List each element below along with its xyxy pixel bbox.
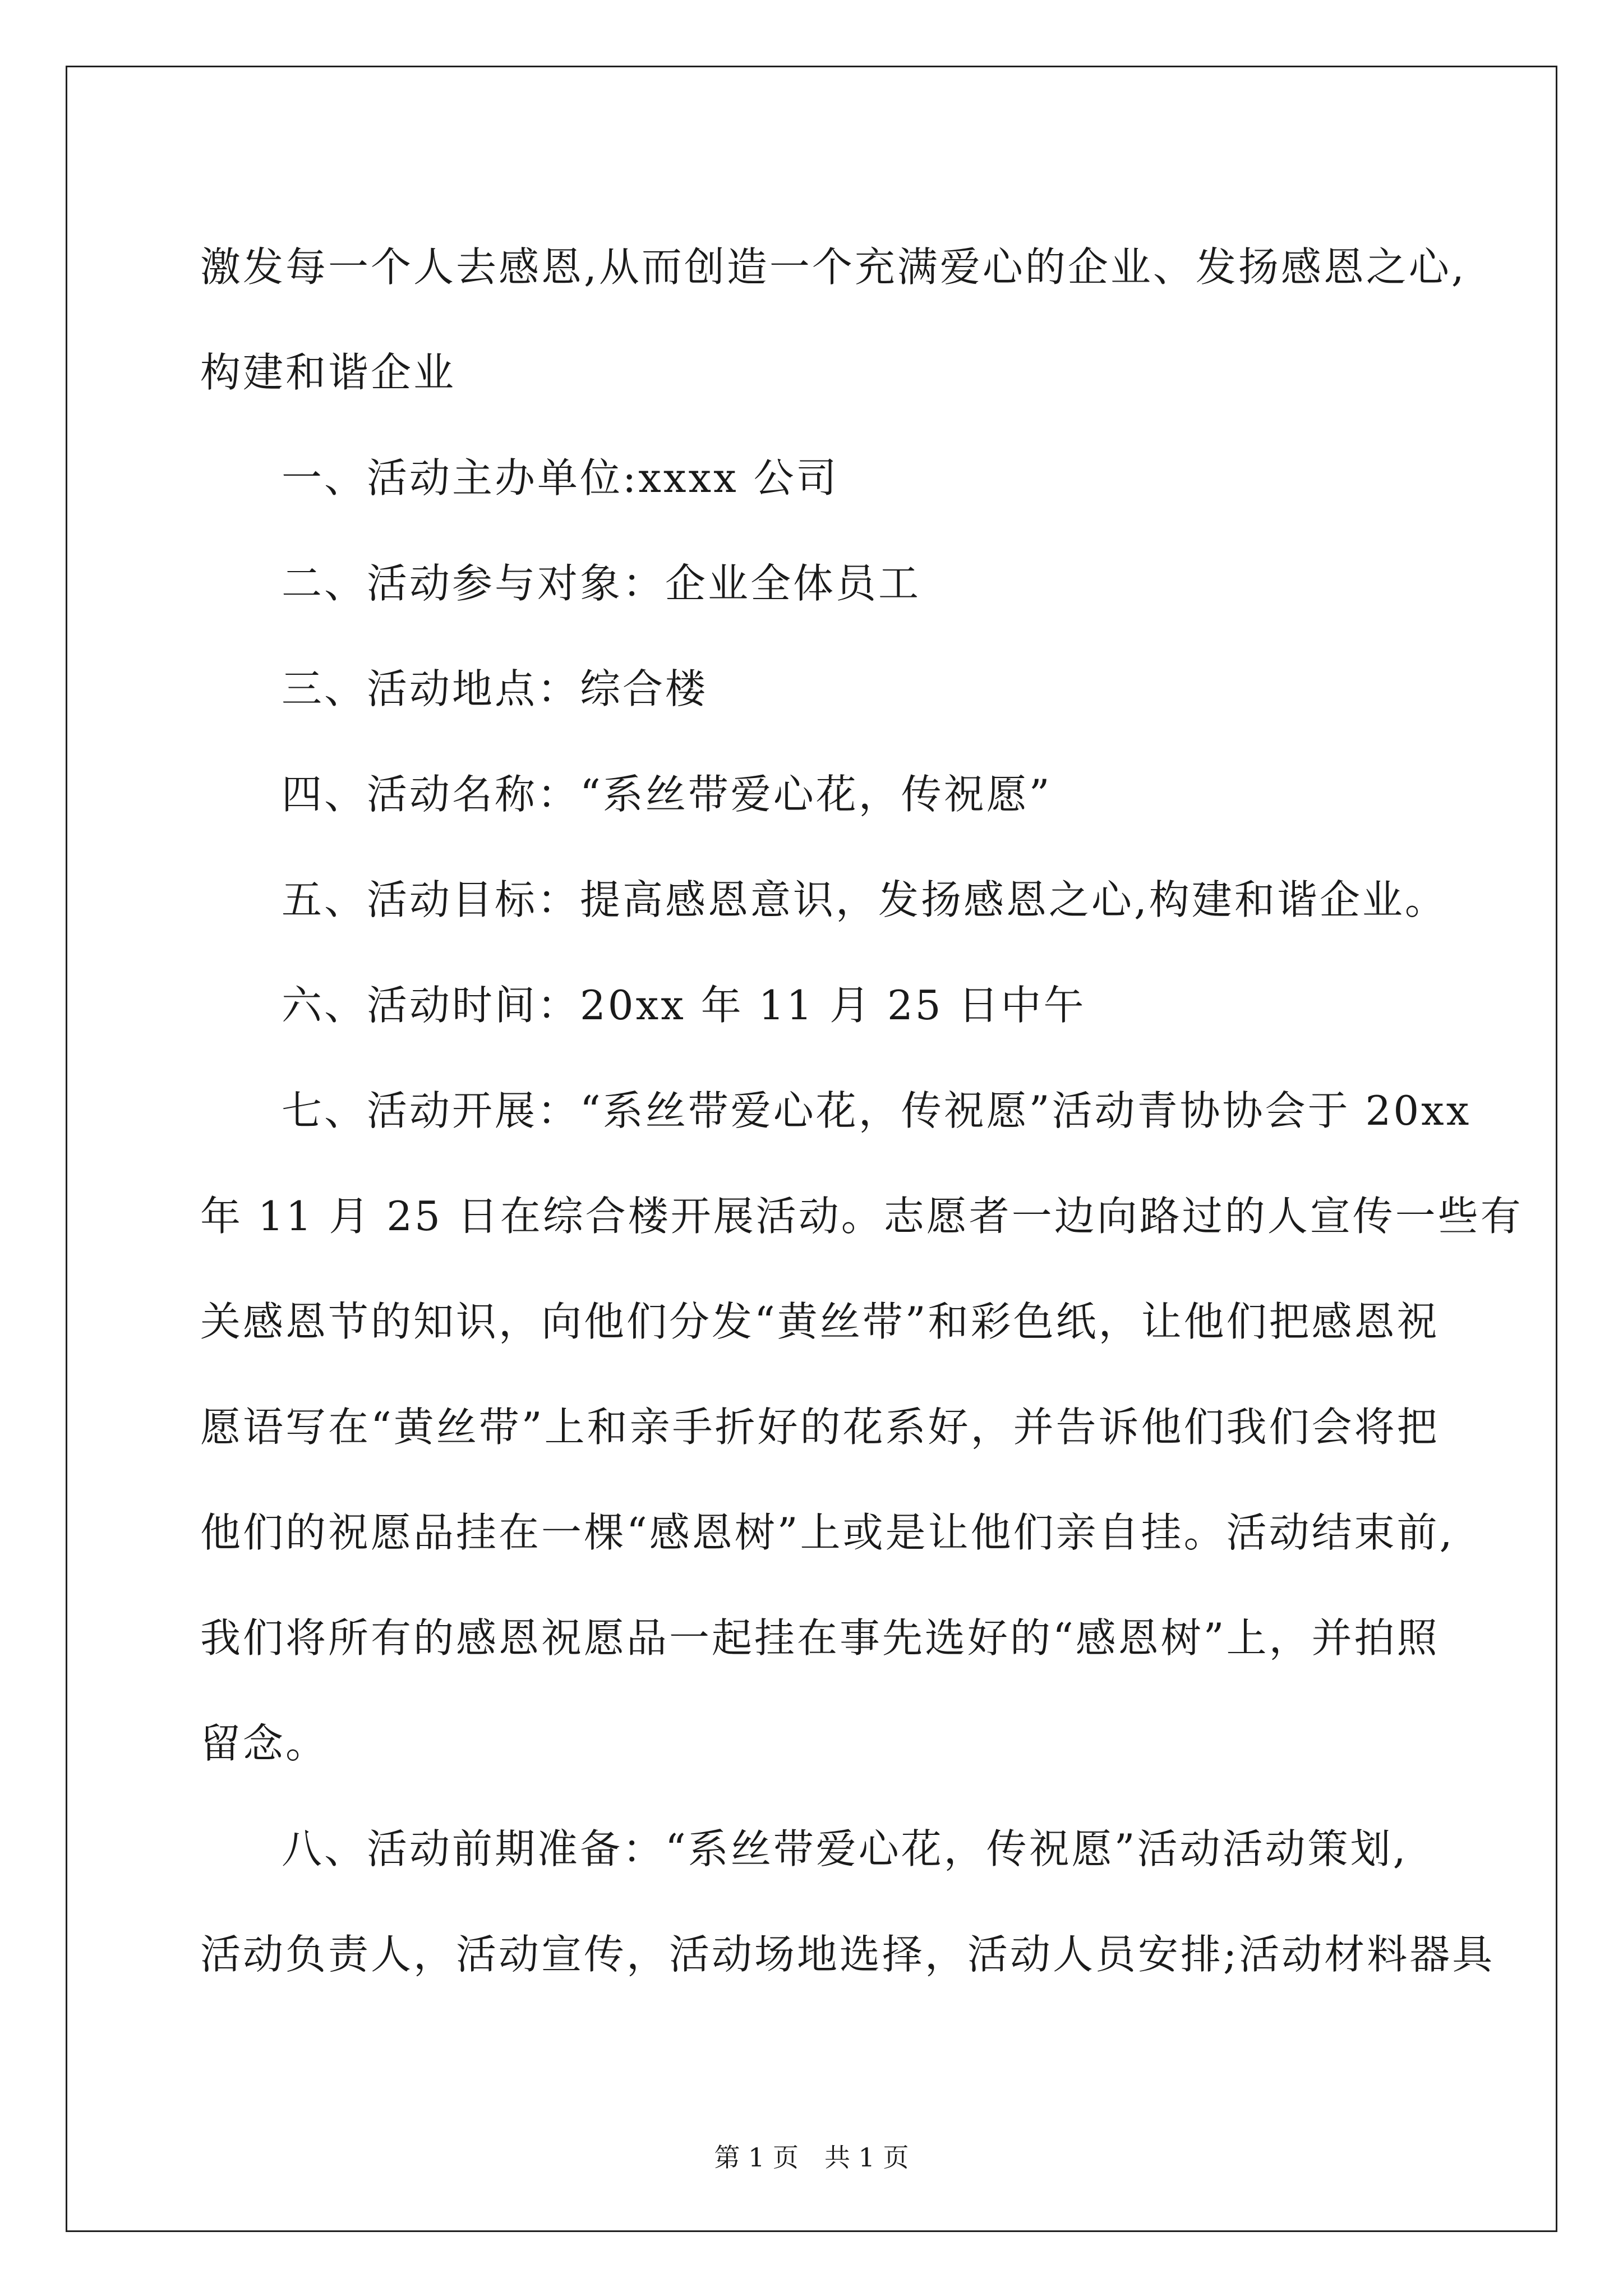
section-item-preparation: 八、活动前期准备：“系丝带爱心花，传祝愿”活动活动策划,: [282, 1825, 1408, 1872]
paragraph-line: 激发每一个人去感恩,从而创造一个充满爱心的企业、发扬感恩之心,: [200, 243, 1467, 291]
section-item-execution: 七、活动开展：“系丝带爱心花，传祝愿”活动青协协会于 20xx: [282, 1087, 1472, 1134]
section-item-participants: 二、活动参与对象：企业全体员工: [282, 560, 921, 607]
paragraph-line: 留念。: [200, 1720, 329, 1767]
paragraph-line: 年 11 月 25 日在综合楼开展活动。志愿者一边向路过的人宣传一些有: [200, 1193, 1523, 1240]
document-body: [200, 214, 1523, 2007]
section-item-location: 三、活动地点：综合楼: [282, 665, 708, 712]
section-item-organizer: 一、活动主办单位:xxxx 公司: [282, 454, 839, 501]
paragraph-line: 我们将所有的感恩祝愿品一起挂在事先选好的“感恩树”上，并拍照: [200, 1614, 1440, 1662]
paragraph-line: 活动负责人，活动宣传，活动场地选择，活动人员安排;活动材料器具: [200, 1931, 1495, 1978]
paragraph-line: 关感恩节的知识，向他们分发“黄丝带”和彩色纸，让他们把感恩祝: [200, 1298, 1440, 1345]
paragraph-line: 他们的祝愿品挂在一棵“感恩树”上或是让他们亲自挂。活动结束前,: [200, 1509, 1455, 1556]
section-item-goal: 五、活动目标：提高感恩意识，发扬感恩之心,构建和谐企业。: [282, 876, 1447, 923]
paragraph-line: 愿语写在“黄丝带”上和亲手折好的花系好，并告诉他们我们会将把: [200, 1404, 1440, 1451]
section-item-time: 六、活动时间：20xx 年 11 月 25 日中午: [282, 982, 1086, 1029]
section-item-name: 四、活动名称：“系丝带爱心花，传祝愿”: [282, 771, 1052, 818]
page-number-footer: 第 1 页 共 1 页: [714, 2142, 909, 2173]
paragraph-line: 构建和谐企业: [200, 349, 457, 396]
